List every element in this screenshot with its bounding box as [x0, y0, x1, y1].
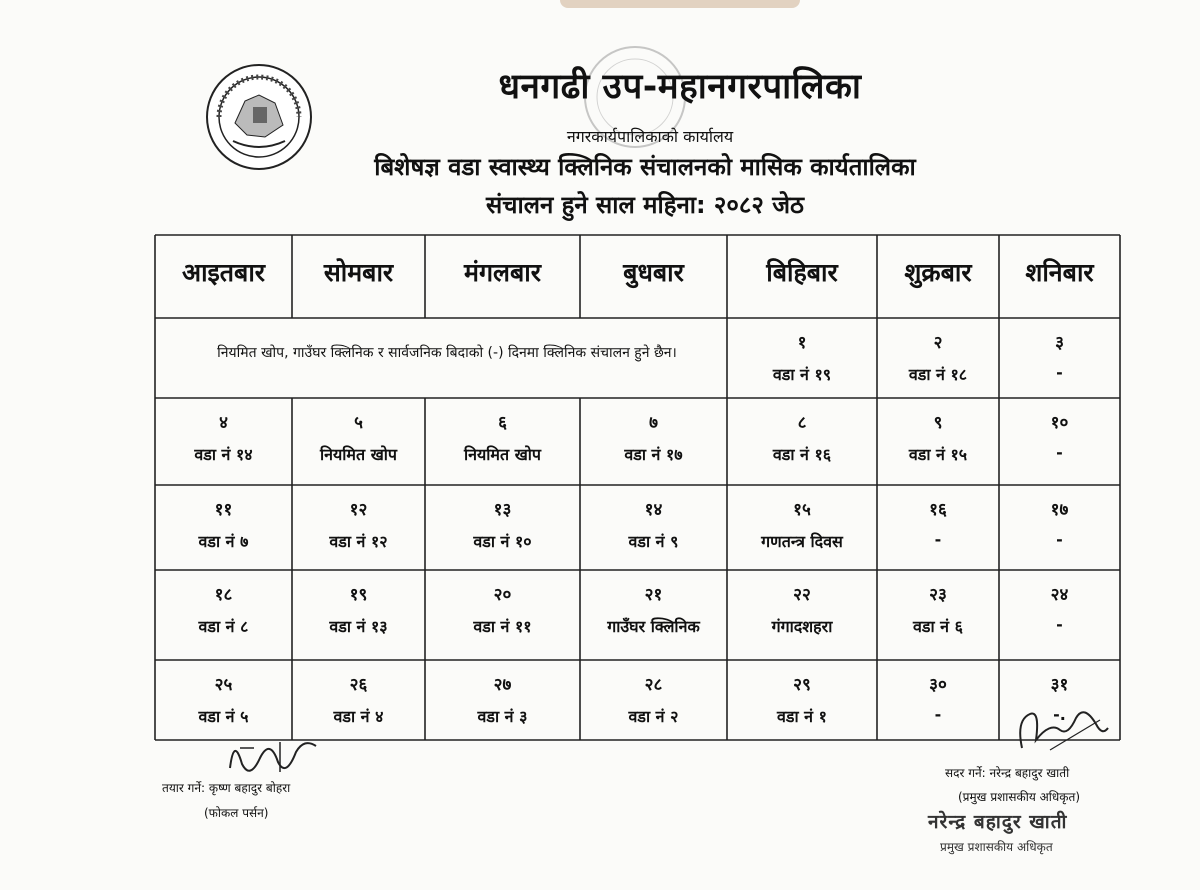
day-number: २ [933, 333, 943, 353]
day-task: वडा नं १० [473, 532, 532, 551]
calendar-cell [999, 497, 1120, 549]
calendar-cell [999, 330, 1120, 382]
schedule-period: संचालन हुने साल महिना: २०८२ जेठ [486, 191, 804, 219]
calendar-cell [877, 330, 999, 385]
day-header: बिहिबार [766, 258, 838, 287]
day-task: - [934, 530, 942, 549]
calendar-cell [155, 410, 292, 465]
calendar-cell [727, 330, 877, 385]
day-task: - [1056, 363, 1063, 382]
calendar-cell [877, 410, 999, 465]
day-task: वडा नं ७ [198, 532, 249, 551]
day-number: २२ [793, 585, 811, 605]
day-task: नियमित खोप [463, 445, 542, 464]
day-number: २४ [1050, 585, 1069, 605]
day-task: वडा नं १६ [772, 445, 832, 464]
calendar-cell [155, 672, 292, 727]
day-number: १० [1050, 413, 1069, 433]
calendar-cell [292, 497, 425, 552]
calendar-cell [580, 582, 727, 637]
day-header: शनिबार [1025, 258, 1094, 287]
calendar-cell [425, 410, 580, 465]
day-task: वडा नं ६ [913, 617, 963, 636]
approved-role: (प्रमुख प्रशासकीय अधिकृत) [958, 790, 1081, 804]
day-task: वडा नं ४ [333, 707, 384, 726]
prepared-role: (फोकल पर्सन) [204, 806, 269, 820]
day-task: - [1056, 530, 1063, 549]
day-task: वडा नं १७ [624, 445, 683, 464]
day-number: २१ [644, 585, 663, 605]
day-header: बुधबार [623, 258, 684, 287]
calendar-cell [877, 582, 999, 637]
day-number: १८ [214, 585, 233, 605]
day-number: ५ [354, 413, 363, 433]
paper-top-edge [560, 0, 800, 8]
calendar-cell [425, 672, 580, 727]
day-task: वडा नं १९ [772, 365, 832, 384]
calendar-cell [425, 497, 580, 552]
day-task: - [1056, 615, 1063, 634]
day-task: नियमित खोप [319, 445, 398, 464]
day-header: आइतबार [181, 258, 266, 287]
schedule-note: नियमित खोप, गाउँघर क्लिनिक र सार्वजनिक बिदाको (-) दिनमा क्लिनिक संचालन हुने छैन। [217, 345, 677, 361]
calendar-cell [580, 497, 727, 552]
day-task: वडा नं ९ [628, 532, 679, 551]
calendar-cell [727, 672, 877, 727]
day-number: २६ [349, 675, 368, 695]
day-task: वडा नं ५ [198, 707, 249, 726]
approved-by: सदर गर्ने: नरेन्द्र बहादुर खाती [945, 766, 1070, 780]
day-number: २३ [929, 585, 947, 605]
day-task: -. [1053, 705, 1066, 724]
calendar-cell [292, 410, 425, 465]
calendar-cell [155, 497, 292, 552]
day-number: ४ [219, 413, 228, 433]
day-number: २७ [493, 675, 512, 695]
calendar-cell [727, 497, 877, 552]
day-number: ११ [214, 500, 233, 520]
schedule-title: बिशेषज्ञ वडा स्वास्थ्य क्लिनिक संचालनको मासिक कार्यतालिका [374, 153, 916, 181]
day-task: - [1056, 443, 1063, 462]
approver-signature [1010, 700, 1110, 760]
day-number: ३१ [1050, 675, 1069, 695]
day-number: १ [797, 333, 807, 353]
day-number: २९ [793, 675, 811, 695]
day-number: ३ [1055, 333, 1064, 353]
day-header: मंगलबार [464, 258, 541, 287]
calendar-cell [877, 672, 999, 724]
day-number: ३० [929, 675, 947, 695]
day-number: ९ [933, 413, 943, 433]
day-number: १२ [349, 500, 368, 520]
day-task: वडा नं १४ [194, 445, 253, 464]
day-number: १७ [1050, 500, 1069, 520]
officer-stamp-name: नरेन्द्र बहादुर खाती [928, 811, 1068, 833]
calendar-cell [580, 672, 727, 727]
day-task: गाउँघर क्लिनिक [607, 617, 700, 636]
day-number: २० [493, 585, 512, 605]
calendar-cell [155, 582, 292, 637]
day-number: १६ [929, 500, 947, 520]
day-task: गंगादशहरा [771, 617, 833, 636]
day-task: गणतन्त्र दिवस [761, 532, 843, 551]
day-task: वडा नं १३ [329, 617, 388, 636]
day-header: सोमबार [323, 258, 394, 287]
day-task: वडा नं २ [628, 707, 679, 726]
day-number: २८ [644, 675, 663, 695]
day-number: १३ [493, 500, 512, 520]
day-task: वडा नं ३ [477, 707, 528, 726]
day-task: वडा नं १५ [908, 445, 968, 464]
day-task: वडा नं १ [777, 707, 827, 726]
day-task: वडा नं १२ [329, 532, 388, 551]
calendar-cell [999, 582, 1120, 634]
office-name: नगरकार्यपालिकाको कार्यालय [566, 127, 734, 146]
day-task: वडा नं ११ [473, 617, 532, 636]
prepared-by: तयार गर्ने: कृष्ण बहादुर बोहरा [162, 781, 291, 795]
officer-stamp-title: प्रमुख प्रशासकीय अधिकृत [940, 840, 1053, 854]
day-number: ८ [797, 413, 807, 433]
day-number: १५ [793, 500, 811, 520]
day-task: वडा नं १८ [908, 365, 968, 384]
day-task: वडा नं ८ [198, 617, 249, 636]
day-number: १९ [349, 585, 368, 605]
day-number: ७ [649, 413, 658, 433]
day-number: २५ [214, 675, 233, 695]
day-number: ६ [498, 413, 507, 433]
day-number: १४ [644, 500, 663, 520]
calendar-cell [727, 582, 877, 637]
calendar-cell [292, 582, 425, 637]
calendar-cell [727, 410, 877, 465]
calendar-cell [877, 497, 999, 549]
day-header: शुक्रबार [904, 258, 972, 287]
calendar-cell [580, 410, 727, 465]
calendar-cell [425, 582, 580, 637]
calendar-cell [999, 410, 1120, 462]
municipality-name: धनगढी उप-महानगरपालिका [498, 67, 862, 107]
calendar-cell [292, 672, 425, 727]
day-task: - [934, 705, 942, 724]
